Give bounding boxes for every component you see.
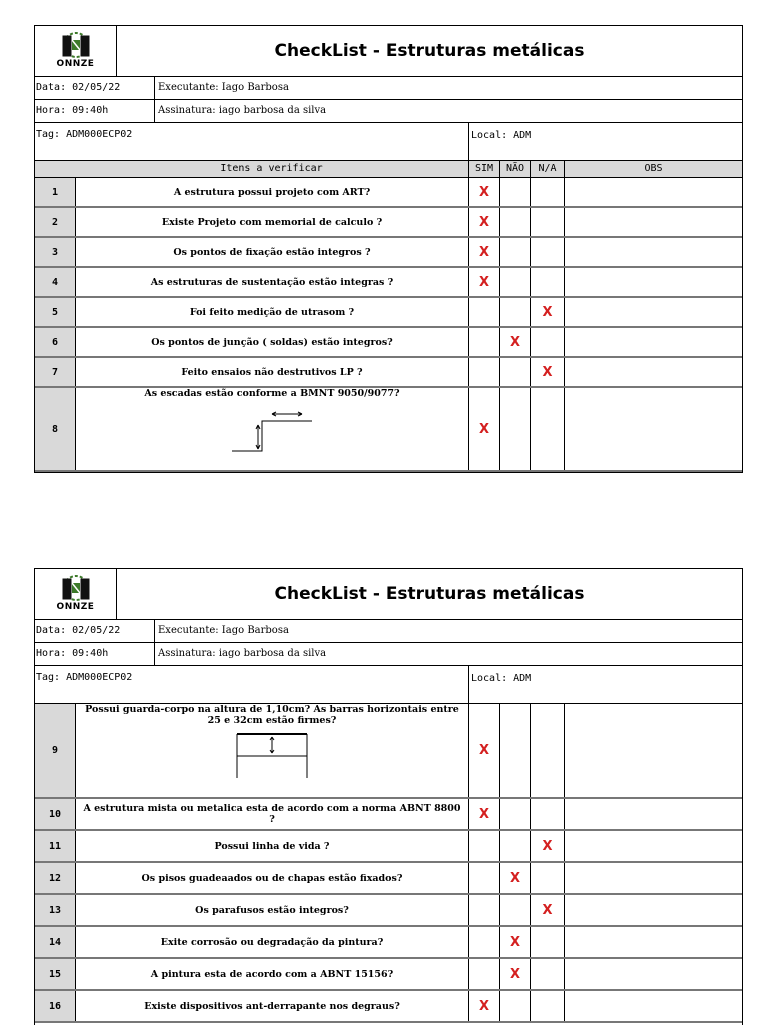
cell-na[interactable] [530, 927, 564, 957]
table-row [35, 831, 742, 863]
cell-sim[interactable] [468, 328, 499, 356]
table-row [35, 959, 742, 991]
cell-sim[interactable] [468, 863, 499, 893]
cell-obs[interactable] [564, 799, 742, 829]
question-text: Os pontos de fixação estão integros ? [173, 246, 371, 258]
row-question [76, 799, 468, 829]
cell-na[interactable]: X [530, 895, 564, 925]
cell-nao[interactable]: X [499, 927, 530, 957]
cell-obs[interactable] [564, 298, 742, 326]
checklist-rows [35, 704, 742, 1023]
cell-sim[interactable]: X [468, 268, 499, 296]
table-row [35, 799, 742, 831]
row-number: 10 [35, 799, 76, 829]
onnze-logo-icon [59, 32, 93, 60]
cell-na[interactable]: X [530, 298, 564, 326]
question-text: Exite corrosão ou degradação da pintura? [160, 936, 384, 948]
cell-na[interactable] [530, 799, 564, 829]
checklist-sheet-2 [34, 568, 743, 1025]
question-text: Os parafusos estão integros? [195, 904, 349, 916]
info-row-tag [35, 666, 742, 704]
table-row [35, 298, 742, 328]
cell-na[interactable] [530, 178, 564, 206]
cell-obs[interactable] [564, 831, 742, 861]
cell-na[interactable] [530, 863, 564, 893]
cell-na[interactable] [530, 268, 564, 296]
cell-sim[interactable] [468, 927, 499, 957]
cell-nao[interactable] [499, 238, 530, 266]
cell-sim[interactable]: X [468, 704, 499, 797]
cell-obs[interactable] [564, 238, 742, 266]
cell-obs[interactable] [564, 704, 742, 797]
stair-diagram-icon [227, 409, 317, 455]
date-field: Data: 02/05/22 [36, 620, 155, 642]
row-number: 15 [35, 959, 76, 989]
cell-obs[interactable] [564, 178, 742, 206]
row-question [76, 863, 468, 893]
row-question [76, 298, 468, 326]
row-question [76, 178, 468, 206]
table-header [35, 161, 742, 178]
row-number: 4 [35, 268, 76, 296]
cell-nao[interactable] [499, 208, 530, 236]
question-text: Os pisos guadeaados ou de chapas estão fixados? [141, 872, 403, 884]
table-row [35, 927, 742, 959]
question-text: Possui linha de vida ? [214, 840, 330, 852]
cell-nao[interactable]: X [499, 863, 530, 893]
cell-sim[interactable] [468, 831, 499, 861]
cell-nao[interactable]: X [499, 959, 530, 989]
cell-obs[interactable] [564, 358, 742, 386]
question-text: Feito ensaios não destrutivos LP ? [181, 366, 363, 378]
row-question [76, 927, 468, 957]
row-question [76, 388, 468, 470]
info-row-date [35, 620, 742, 643]
row-question [76, 358, 468, 386]
table-row [35, 991, 742, 1023]
header-obs: OBS [564, 161, 742, 177]
local-field: Local: ADM [468, 123, 531, 160]
cell-nao[interactable] [499, 991, 530, 1021]
cell-nao[interactable] [499, 895, 530, 925]
header-nao: NÃO [499, 161, 530, 177]
header-items: Itens a verificar [220, 163, 323, 174]
header-sim: SIM [468, 161, 499, 177]
tag-field: Tag: ADM000ECP02 [36, 672, 133, 683]
table-row [35, 895, 742, 927]
row-number: 11 [35, 831, 76, 861]
checklist-rows [35, 178, 742, 472]
executor-field: Executante: Iago Barbosa [158, 82, 289, 93]
cell-nao[interactable] [499, 704, 530, 797]
signature-field: Assinatura: iago barbosa da silva [158, 105, 327, 116]
cell-nao[interactable] [499, 178, 530, 206]
cell-na[interactable] [530, 328, 564, 356]
page-title: CheckList - Estruturas metálicas [274, 41, 585, 61]
row-number: 13 [35, 895, 76, 925]
row-number: 6 [35, 328, 76, 356]
cell-sim[interactable]: X [468, 178, 499, 206]
table-row [35, 704, 742, 799]
cell-na[interactable]: X [530, 831, 564, 861]
hour-field: Hora: 09:40h [36, 643, 155, 665]
question-text: Os pontos de junção ( soldas) estão integros? [151, 336, 393, 348]
cell-na[interactable] [530, 388, 564, 470]
cell-obs[interactable] [564, 959, 742, 989]
table-row [35, 238, 742, 268]
cell-na[interactable] [530, 959, 564, 989]
cell-nao[interactable]: X [499, 328, 530, 356]
table-row [35, 328, 742, 358]
guardrail-diagram-icon [235, 732, 309, 780]
cell-na[interactable]: X [530, 358, 564, 386]
tag-field: Tag: ADM000ECP02 [36, 129, 133, 140]
table-row [35, 388, 742, 472]
question-text: Foi feito medição de utrasom ? [189, 306, 355, 318]
cell-nao[interactable] [499, 831, 530, 861]
question-text: As estruturas de sustentação estão integras ? [150, 276, 394, 288]
cell-obs[interactable] [564, 328, 742, 356]
table-row [35, 863, 742, 895]
row-number: 2 [35, 208, 76, 236]
question-text: Existe dispositivos ant-derrapante nos degraus? [144, 1000, 400, 1012]
row-question [76, 991, 468, 1021]
table-row [35, 268, 742, 298]
question-text: Possui guarda-corpo na altura de 1,10cm? As barras horizontais entre 25 e 32cm estão firmes? [85, 704, 459, 726]
row-number: 12 [35, 863, 76, 893]
info-row-hour [35, 100, 742, 123]
company-logo [35, 569, 117, 619]
table-row [35, 208, 742, 238]
company-logo [35, 26, 117, 76]
cell-obs[interactable] [564, 208, 742, 236]
logo-text: ONNZE [56, 59, 95, 69]
table-row [35, 358, 742, 388]
table-row [35, 178, 742, 208]
cell-na[interactable] [530, 704, 564, 797]
header-na: N/A [530, 161, 564, 177]
cell-nao[interactable] [499, 268, 530, 296]
cell-obs[interactable] [564, 863, 742, 893]
row-number: 3 [35, 238, 76, 266]
hour-field: Hora: 09:40h [36, 100, 155, 122]
cell-na[interactable] [530, 208, 564, 236]
onnze-logo-icon [59, 575, 93, 603]
row-question [76, 208, 468, 236]
date-field: Data: 02/05/22 [36, 77, 155, 99]
cell-sim[interactable]: X [468, 799, 499, 829]
cell-nao[interactable] [499, 388, 530, 470]
question-text: Existe Projeto com memorial de calculo ? [161, 216, 383, 228]
cell-nao[interactable] [499, 799, 530, 829]
question-text: A estrutura mista ou metalica esta de acordo com a norma ABNT 8800 ? [83, 803, 461, 825]
cell-sim[interactable] [468, 298, 499, 326]
question-text: As escadas estão conforme a BMNT 9050/9077? [144, 388, 400, 399]
local-field: Local: ADM [468, 666, 531, 703]
question-text: A estrutura possui projeto com ART? [173, 186, 371, 198]
cell-na[interactable] [530, 991, 564, 1021]
row-question [76, 328, 468, 356]
row-question [76, 238, 468, 266]
cell-sim[interactable]: X [468, 238, 499, 266]
info-row-date [35, 77, 742, 100]
cell-obs[interactable] [564, 895, 742, 925]
cell-sim[interactable] [468, 358, 499, 386]
logo-text: ONNZE [56, 602, 95, 612]
sheet-header [35, 26, 742, 77]
row-number: 16 [35, 991, 76, 1021]
row-question [76, 831, 468, 861]
cell-obs[interactable] [564, 388, 742, 470]
row-number: 1 [35, 178, 76, 206]
row-number: 5 [35, 298, 76, 326]
cell-nao[interactable] [499, 358, 530, 386]
cell-sim[interactable]: X [468, 388, 499, 470]
row-question [76, 895, 468, 925]
row-number: 9 [35, 704, 76, 797]
cell-sim[interactable] [468, 959, 499, 989]
row-question [76, 704, 468, 797]
cell-sim[interactable] [468, 895, 499, 925]
row-question [76, 268, 468, 296]
checklist-sheet-1 [34, 25, 743, 473]
question-text: A pintura esta de acordo com a ABNT 15156? [150, 968, 394, 980]
signature-field: Assinatura: iago barbosa da silva [158, 648, 327, 659]
info-row-hour [35, 643, 742, 666]
info-row-tag [35, 123, 742, 161]
cell-nao[interactable] [499, 298, 530, 326]
row-number: 8 [35, 388, 76, 470]
row-number: 14 [35, 927, 76, 957]
cell-sim[interactable]: X [468, 208, 499, 236]
page-title: CheckList - Estruturas metálicas [274, 584, 585, 604]
cell-obs[interactable] [564, 927, 742, 957]
row-question [76, 959, 468, 989]
cell-obs[interactable] [564, 268, 742, 296]
row-number: 7 [35, 358, 76, 386]
cell-sim[interactable]: X [468, 991, 499, 1021]
sheet-header [35, 569, 742, 620]
executor-field: Executante: Iago Barbosa [158, 625, 289, 636]
cell-na[interactable] [530, 238, 564, 266]
cell-obs[interactable] [564, 991, 742, 1021]
